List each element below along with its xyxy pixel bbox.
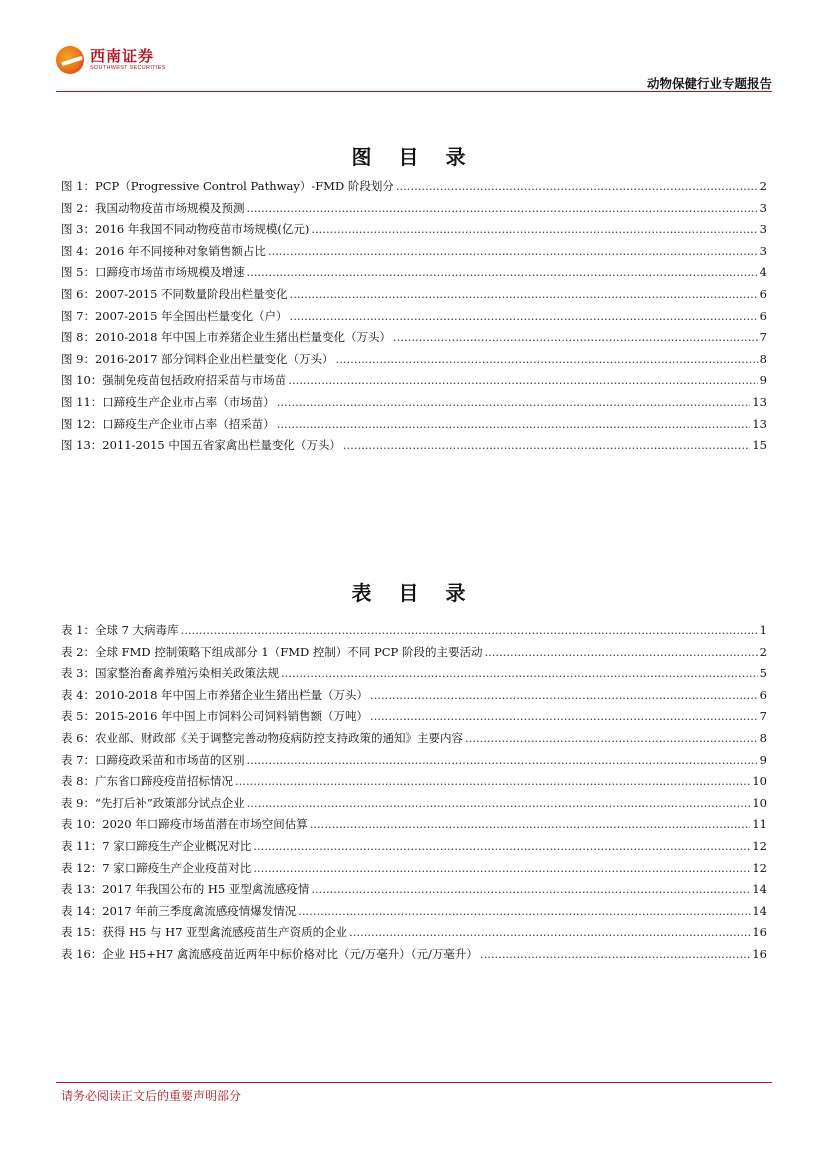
toc-entry-label[interactable]: 图 4：2016 年不同接种对象销售额占比 [61, 243, 266, 258]
figure-toc-list [61, 178, 767, 459]
toc-page-number[interactable]: 8 [759, 730, 767, 745]
toc-entry-label[interactable]: 图 7：2007-2015 年全国出栏量变化（户） [61, 308, 288, 323]
table-toc-entry[interactable] [61, 860, 767, 882]
toc-page-number[interactable]: 14 [752, 903, 767, 918]
toc-page-number[interactable]: 15 [752, 438, 767, 453]
toc-entry-label[interactable]: 图 9：2016-2017 部分饲料企业出栏量变化（万头） [61, 351, 334, 366]
figure-toc-entry[interactable] [61, 394, 767, 416]
logo-emblem-icon [56, 46, 84, 74]
disclaimer-note: 请务必阅读正文后的重要声明部分 [61, 1089, 242, 1103]
toc-entry-label[interactable]: 表 1：全球 7 大病毒库 [61, 623, 179, 637]
toc-dot-leader [253, 839, 750, 853]
toc-page-number[interactable]: 6 [759, 286, 767, 301]
toc-entry-label[interactable]: 图 5：口蹄疫市场苗市场规模及增速 [61, 265, 245, 280]
figure-toc-entry[interactable] [61, 437, 767, 459]
figure-list-title: 图 目 录 [351, 145, 476, 169]
toc-entry-label[interactable]: 图 1：PCP（Progressive Control Pathway）-FMD 阶段划分 [61, 179, 394, 193]
toc-entry-label[interactable]: 图 6：2007-2015 不同数量阶段出栏量变化 [61, 286, 288, 301]
figure-toc-entry[interactable] [61, 178, 767, 200]
toc-entry-label[interactable]: 表 13：2017 年我国公布的 H5 亚型禽流感疫情 [61, 882, 310, 897]
toc-dot-leader [370, 709, 758, 723]
toc-dot-leader [310, 817, 751, 831]
toc-dot-leader [253, 861, 750, 875]
toc-dot-leader [247, 796, 751, 810]
toc-dot-leader [480, 947, 750, 961]
figure-toc-entry[interactable] [61, 372, 767, 394]
toc-page-number[interactable]: 10 [752, 774, 767, 789]
toc-page-number[interactable]: 16 [752, 925, 767, 940]
toc-page-number[interactable]: 2 [759, 644, 767, 659]
table-toc-entry[interactable] [61, 881, 767, 903]
toc-entry-label[interactable]: 表 8：广东省口蹄疫疫苗招标情况 [61, 774, 233, 789]
toc-entry-label[interactable]: 表 15：获得 H5 与 H7 亚型禽流感疫苗生产资质的企业 [61, 925, 348, 940]
table-toc-list [61, 622, 767, 968]
logo-chinese-name: 西南证券 [90, 47, 155, 65]
toc-page-number[interactable]: 10 [752, 795, 767, 810]
footer-divider [56, 1082, 772, 1083]
figure-toc-entry[interactable] [61, 329, 767, 351]
toc-page-number[interactable]: 3 [759, 243, 767, 258]
table-toc-entry[interactable] [61, 838, 767, 860]
table-toc-entry[interactable] [61, 795, 767, 817]
toc-entry-label[interactable]: 表 7：口蹄疫政采苗和市场苗的区别 [61, 752, 245, 767]
toc-dot-leader [277, 395, 751, 409]
toc-dot-leader [396, 179, 758, 193]
toc-dot-leader [343, 438, 750, 452]
toc-page-number[interactable]: 14 [752, 882, 767, 897]
figure-toc-entry[interactable] [61, 221, 767, 243]
toc-entry-label[interactable]: 表 11：7 家口蹄疫生产企业概况对比 [61, 838, 252, 853]
toc-dot-leader [246, 265, 757, 279]
company-logo [56, 46, 166, 74]
toc-dot-leader [290, 309, 758, 323]
toc-page-number[interactable]: 6 [759, 687, 767, 702]
toc-entry-label[interactable]: 表 4：2010-2018 年中国上市养猪企业生猪出栏量（万头） [61, 687, 369, 702]
toc-dot-leader [298, 904, 750, 918]
toc-page-number[interactable]: 12 [752, 838, 767, 853]
table-toc-entry[interactable] [61, 773, 767, 795]
toc-entry-label[interactable]: 表 14：2017 年前三季度禽流感疫情爆发情况 [61, 903, 297, 918]
table-toc-entry[interactable] [61, 946, 767, 968]
toc-dot-leader [465, 731, 758, 745]
table-toc-entry[interactable] [61, 644, 767, 666]
toc-page-number[interactable]: 7 [759, 709, 767, 724]
report-type-title: 动物保健行业专题报告 [646, 76, 772, 91]
toc-entry-label[interactable]: 表 2：全球 FMD 控制策略下组成部分 1（FMD 控制）不同 PCP 阶段的主要活动 [61, 644, 483, 659]
toc-page-number[interactable]: 6 [759, 308, 767, 323]
toc-entry-label[interactable]: 表 5：2015-2016 年中国上市饲料公司饲料销售额（万吨） [61, 709, 369, 724]
toc-page-number[interactable]: 8 [759, 351, 767, 366]
toc-dot-leader [246, 201, 757, 215]
toc-page-number[interactable]: 3 [759, 222, 767, 237]
toc-entry-label[interactable]: 图 10：强制免疫苗包括政府招采苗与市场苗 [61, 373, 287, 388]
toc-dot-leader [311, 882, 750, 896]
toc-entry-label[interactable]: 图 11：口蹄疫生产企业市占率（市场苗） [61, 394, 275, 409]
toc-page-number[interactable]: 1 [759, 623, 767, 637]
toc-page-number[interactable]: 12 [752, 860, 767, 875]
toc-entry-label[interactable]: 表 10：2020 年口蹄疫市场苗潜在市场空间估算 [61, 817, 308, 832]
toc-dot-leader [336, 352, 758, 366]
toc-page-number[interactable]: 9 [759, 752, 767, 767]
toc-page-number[interactable]: 13 [752, 394, 767, 409]
page-header [56, 40, 772, 94]
toc-dot-leader [246, 753, 757, 767]
toc-dot-leader [288, 373, 757, 387]
toc-dot-leader [311, 222, 757, 236]
figure-toc-entry[interactable] [61, 416, 767, 438]
table-toc-entry[interactable] [61, 687, 767, 709]
table-toc-entry[interactable] [61, 903, 767, 925]
figure-toc-entry[interactable] [61, 351, 767, 373]
toc-page-number[interactable]: 4 [759, 265, 767, 280]
toc-entry-label[interactable]: 图 8：2010-2018 年中国上市养猪企业生猪出栏量变化（万头） [61, 330, 392, 345]
table-list-title: 表 目 录 [351, 581, 476, 605]
table-toc-entry[interactable] [61, 708, 767, 730]
table-toc-entry[interactable] [61, 924, 767, 946]
toc-dot-leader [235, 774, 750, 788]
toc-dot-leader [393, 330, 758, 344]
toc-entry-label[interactable]: 图 2：我国动物疫苗市场规模及预测 [61, 200, 245, 215]
toc-dot-leader [370, 688, 758, 702]
toc-dot-leader [277, 417, 751, 431]
toc-dot-leader [290, 287, 758, 301]
toc-page-number[interactable]: 3 [759, 200, 767, 215]
toc-page-number[interactable]: 13 [752, 416, 767, 431]
figure-toc-entry[interactable] [61, 286, 767, 308]
toc-dot-leader [484, 645, 757, 659]
table-toc-entry[interactable] [61, 816, 767, 838]
table-toc-entry[interactable] [61, 752, 767, 774]
table-toc-entry[interactable] [61, 665, 767, 687]
figure-toc-entry[interactable] [61, 243, 767, 265]
toc-entry-label[interactable]: 表 3：国家整治畜禽养殖污染相关政策法规 [61, 666, 279, 681]
toc-entry-label[interactable]: 图 13：2011-2015 中国五省家禽出栏量变化（万头） [61, 438, 341, 453]
logo-english-name: SOUTHWEST SECURITIES [90, 65, 166, 71]
toc-page-number[interactable]: 9 [759, 373, 767, 388]
table-toc-entry[interactable] [61, 622, 767, 644]
toc-dot-leader [349, 925, 750, 939]
toc-dot-leader [268, 244, 758, 258]
toc-entry-label[interactable]: 图 12：口蹄疫生产企业市占率（招采苗） [61, 416, 275, 431]
toc-page-number[interactable]: 5 [759, 666, 767, 681]
header-divider [56, 91, 772, 92]
toc-page-number[interactable]: 11 [752, 817, 767, 832]
toc-dot-leader [181, 623, 758, 637]
toc-entry-label[interactable]: 表 9：“先打后补”政策部分试点企业 [61, 795, 245, 810]
toc-dot-leader [281, 666, 758, 680]
figure-toc-entry[interactable] [61, 264, 767, 286]
toc-page-number[interactable]: 16 [752, 946, 767, 961]
toc-entry-label[interactable]: 表 16：企业 H5+H7 禽流感疫苗近两年中标价格对比（元/万毫升）（元/万毫升） [61, 946, 478, 961]
toc-entry-label[interactable]: 表 6：农业部、财政部《关于调整完善动物疫病防控支持政策的通知》主要内容 [61, 730, 463, 745]
toc-page-number[interactable]: 2 [759, 179, 767, 193]
figure-toc-entry[interactable] [61, 308, 767, 330]
toc-page-number[interactable]: 7 [759, 330, 767, 345]
toc-entry-label[interactable]: 表 12：7 家口蹄疫生产企业疫苗对比 [61, 860, 252, 875]
toc-entry-label[interactable]: 图 3：2016 年我国不同动物疫苗市场规模(亿元) [61, 222, 310, 237]
table-toc-entry[interactable] [61, 730, 767, 752]
figure-toc-entry[interactable] [61, 200, 767, 222]
